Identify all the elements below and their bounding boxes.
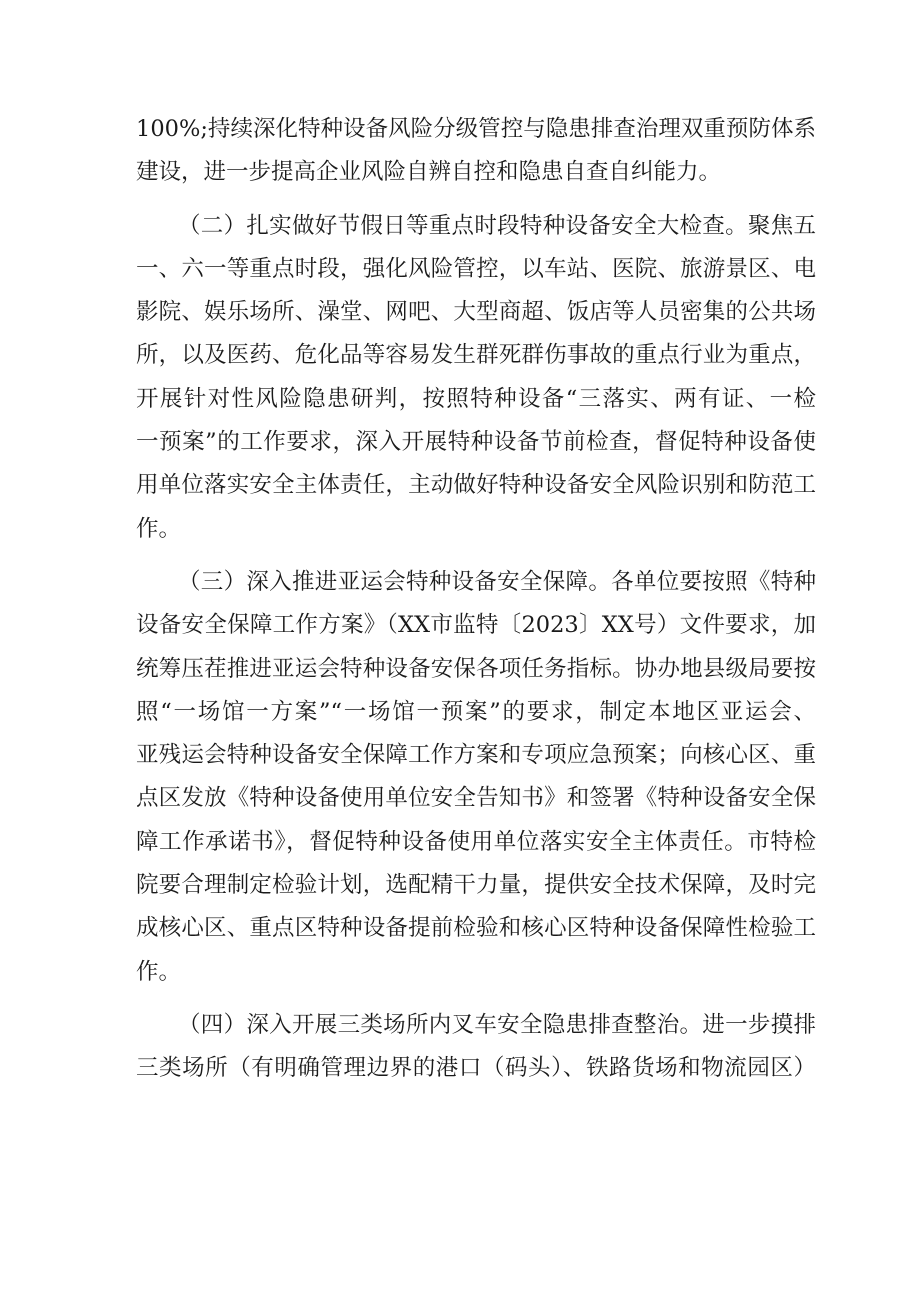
paragraph-asian-games-safety: [136, 561, 816, 994]
text-line: 100%;持续深化特种设备风险分级管控与隐患排查治理双重预防体系: [136, 116, 816, 142]
text-line: 三类场所（有明确管理边界的港口（码头）、铁路货场和物流园区）: [136, 1055, 816, 1082]
text-line: 作。: [136, 515, 182, 542]
text-line: 点区发放《特种设备使用单位安全告知书》和签署《特种设备安全保: [136, 785, 816, 812]
text-line: 开展针对性风险隐患研判，按照特种设备“三落实、两有证、一检: [136, 385, 816, 412]
paragraph-spacer: [136, 195, 816, 205]
text-line: 影院、娱乐场所、澡堂、网吧、大型商超、饭店等人员密集的公共场: [136, 299, 816, 326]
text-line: 成核心区、重点区特种设备提前检验和核心区特种设备保障性检验工: [136, 915, 816, 942]
text-line: 所，以及医药、危化品等容易发生群死群伤事故的重点行业为重点，: [136, 342, 816, 369]
paragraph-continuation: [136, 108, 816, 195]
text-line: 用单位落实安全主体责任，主动做好特种设备安全风险识别和防范工: [136, 472, 816, 499]
paragraph-spacer: [136, 994, 816, 1004]
text-line: （四）深入开展三类场所内叉车安全隐患排查整治。进一步摸排: [178, 1011, 816, 1038]
text-line: 障工作承诺书》，督促特种设备使用单位落实安全主体责任。市特检: [136, 828, 816, 855]
paragraph-holiday-inspection: [136, 205, 816, 551]
text-line: 照“一场馆一方案”“一场馆一预案”的要求，制定本地区亚运会、: [136, 698, 816, 725]
text-line: 一、六一等重点时段，强化风险管控，以车站、医院、旅游景区、电: [136, 255, 816, 282]
text-line: （二）扎实做好节假日等重点时段特种设备安全大检查。聚焦五: [178, 212, 816, 239]
text-line: 亚残运会特种设备安全保障工作方案和专项应急预案；向核心区、重: [136, 742, 816, 769]
text-line: 建设，进一步提高企业风险自辨自控和隐患自查自纠能力。: [136, 159, 722, 186]
paragraph-forklift-inspection: [136, 1004, 816, 1091]
text-line: 设备安全保障工作方案》（XX市监特〔2023〕XX号）文件要求，加: [136, 612, 816, 639]
text-line: 院要合理制定检验计划，选配精干力量，提供安全技术保障，及时完: [136, 872, 816, 899]
text-line: 作。: [136, 958, 182, 985]
document-body: [136, 108, 816, 1091]
text-line: 一预案”的工作要求，深入开展特种设备节前检查，督促特种设备使: [136, 429, 816, 456]
paragraph-spacer: [136, 551, 816, 561]
text-line: 统筹压茬推进亚运会特种设备安保各项任务指标。协办地县级局要按: [136, 655, 816, 682]
text-line: （三）深入推进亚运会特种设备安全保障。各单位要按照《特种: [178, 568, 816, 595]
